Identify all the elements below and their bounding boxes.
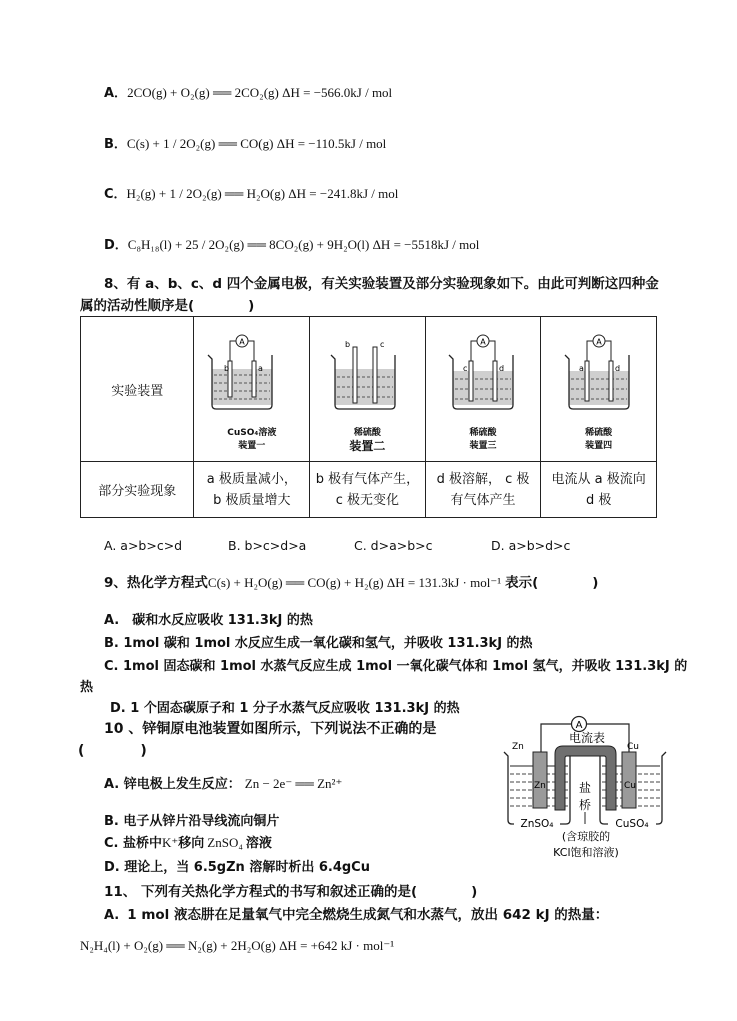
beaker-device-2-icon	[317, 325, 417, 437]
cuso4-label: CuSO₄	[615, 818, 649, 830]
q10-option-c-post: 溶液	[245, 836, 272, 851]
q7-option-d-equation: C₈H₁₈(l) + 25 / 2O₂(g) ══ 8CO₂(g) + 9H₂O(l) ΔH = −5518kJ / mol	[127, 237, 480, 252]
q7-option-d-letter: D．	[104, 238, 128, 253]
row-label-devices: 实验装置	[81, 317, 194, 462]
q7-option-b-letter: B．	[104, 137, 127, 152]
cu-electrode-label: Cu	[624, 781, 636, 791]
q8-option-b: B. b>c>d>a	[228, 538, 307, 553]
q8-stem-line2: 属的活动性顺序是( )	[80, 298, 255, 314]
device-1-name: 装置一	[238, 441, 266, 451]
q8-stem-line1: 8、有 a、b、c、d 四个金属电极，有关实验装置及部分实验现象如下。由此可判断这四种金	[104, 276, 659, 292]
q7-option-a	[104, 82, 392, 101]
device-4-solution: 稀硫酸	[585, 428, 613, 438]
device-4-meter-letter: A	[595, 337, 602, 347]
row-label-observations: 部分实验现象	[81, 462, 194, 518]
device-1-solution: CuSO₄溶液	[227, 428, 277, 438]
q8-option-a: A. a>b>c>d	[104, 538, 183, 553]
q9-option-c-line1: C. 1mol 固态碳和 1mol 水蒸气反应生成 1mol 一氧化碳气体和 1mol 氢气，并吸收 131.3kJ 的	[104, 659, 688, 674]
q7-option-b	[104, 133, 386, 152]
q10-option-a-text: A. 锌电极上发生反应：	[104, 777, 241, 792]
beaker-device-3-icon	[433, 325, 533, 437]
ammeter-letter: A	[575, 720, 583, 731]
q7-option-d	[104, 234, 479, 253]
experiment-table	[80, 316, 657, 518]
q9-option-a: A. 碳和水反应吸收 131.3kJ 的热	[104, 613, 313, 628]
q7-option-c-equation: H₂(g) + 1 / 2O₂(g) ══ H₂O(g) ΔH = −241.8kJ / mol	[126, 186, 399, 201]
zn-top-label: Zn	[512, 742, 524, 752]
q9-option-c-line2: 热	[80, 680, 94, 695]
device-1-left-label: b	[223, 364, 229, 373]
q9-stem	[104, 571, 598, 591]
q11-stem: 11、 下列有关热化学方程式的书写和叙述正确的是( )	[104, 884, 478, 900]
q11-option-a-equation: N₂H₄(l) + O₂(g) ══ N₂(g) + 2H₂O(g) ΔH = +642 kJ · mol⁻¹	[80, 938, 395, 953]
device-3-cell	[425, 317, 541, 462]
observation-3: d 极溶解， c 极 有气体产生	[425, 462, 541, 518]
q7-option-c-letter: C．	[104, 187, 127, 202]
salt-bridge-label-2: 桥	[578, 798, 592, 812]
device-2-name: 装置二	[349, 439, 386, 453]
q9-option-d: D. 1 个固态碳原子和 1 分子水蒸气反应吸收 131.3kJ 的热	[110, 701, 460, 716]
device-1-meter-letter: A	[239, 337, 245, 347]
q11-option-a	[104, 903, 608, 923]
q9-equation: C(s) + H₂O(g) ══ CO(g) + H₂(g) ΔH = 131.3kJ · mol⁻¹	[207, 575, 502, 590]
observation-4: 电流从 a 极流向 d 极	[541, 462, 657, 518]
q10-option-b: B. 电子从锌片沿导线流向铜片	[104, 814, 280, 829]
salt-bridge-note-1: (含琼胶的	[561, 830, 611, 843]
znso4-label: ZnSO₄	[520, 818, 554, 830]
q7-option-c	[104, 183, 398, 202]
ammeter-label: 电流表	[568, 731, 606, 745]
q11-option-a-letter: A.	[104, 908, 120, 923]
device-2-left-label: b	[345, 340, 351, 349]
beaker-device-4-icon	[549, 325, 649, 437]
q10-option-c-ion: K⁺	[162, 835, 179, 850]
device-4-left-label: a	[578, 364, 584, 373]
observation-1: a 极质量减小， b 极质量增大	[194, 462, 310, 518]
salt-bridge-label-1: 盐	[578, 781, 592, 795]
q8-option-d: D. a>b>d>c	[491, 538, 571, 553]
q10-option-c	[104, 832, 272, 851]
q7-option-a-letter: A．	[104, 86, 128, 101]
zn-electrode-label: Zn	[534, 781, 546, 791]
cu-top-label: Cu	[627, 742, 639, 752]
q7-option-b-equation: C(s) + 1 / 2O₂(g) ══ CO(g) ΔH = −110.5kJ / mol	[126, 136, 387, 151]
q8-option-c: C. d>a>b>c	[354, 538, 433, 553]
device-3-left-label: c	[463, 364, 468, 373]
q10-option-c-solution: ZnSO₄	[207, 835, 243, 850]
device-3-name: 装置三	[469, 441, 497, 451]
q10-option-a	[104, 773, 342, 792]
q10-option-c-pre: C. 盐桥中	[104, 836, 163, 851]
q9-prefix: 9、热化学方程式	[104, 575, 208, 591]
observation-2: b 极有气体产生， c 极无变化	[310, 462, 426, 518]
device-4-right-label: d	[614, 364, 620, 373]
device-4-name: 装置四	[585, 441, 613, 451]
device-2-right-label: c	[380, 340, 385, 349]
beaker-device-1-icon	[202, 325, 302, 437]
q10-option-c-mid: 移向	[178, 836, 205, 851]
q9-suffix: 表示( )	[505, 575, 599, 591]
device-2-solution: 稀硫酸	[353, 428, 381, 438]
device-4-cell	[541, 317, 657, 462]
q10-stem: 10 、锌铜原电池装置如图所示，下列说法不正确的是	[104, 721, 437, 737]
device-1-right-label: a	[257, 364, 263, 373]
q10-bracket: ( )	[78, 743, 147, 759]
q11-option-a-text: 1 mol 液态肼在足量氧气中完全燃烧生成氮气和水蒸气，放出 642 kJ 的热量：	[127, 907, 609, 923]
device-3-meter-letter: A	[480, 337, 486, 347]
device-2-cell	[310, 317, 426, 462]
q7-option-a-equation: 2CO(g) + O₂(g) ══ 2CO₂(g) ΔH = −566.0kJ / mol	[127, 85, 393, 100]
q9-option-b: B. 1mol 碳和 1mol 水反应生成一氧化碳和氢气，并吸收 131.3kJ 的热	[104, 636, 533, 651]
device-1-cell	[194, 317, 310, 462]
device-3-solution: 稀硫酸	[469, 428, 497, 438]
zinc-copper-cell-figure	[500, 712, 675, 862]
device-3-right-label: d	[499, 364, 505, 373]
q10-option-d: D. 理论上，当 6.5gZn 溶解时析出 6.4gCu	[104, 860, 370, 875]
q10-option-a-equation: Zn − 2e⁻ ══ Zn²⁺	[244, 776, 343, 791]
salt-bridge-note-2: KCl饱和溶液)	[553, 846, 619, 859]
